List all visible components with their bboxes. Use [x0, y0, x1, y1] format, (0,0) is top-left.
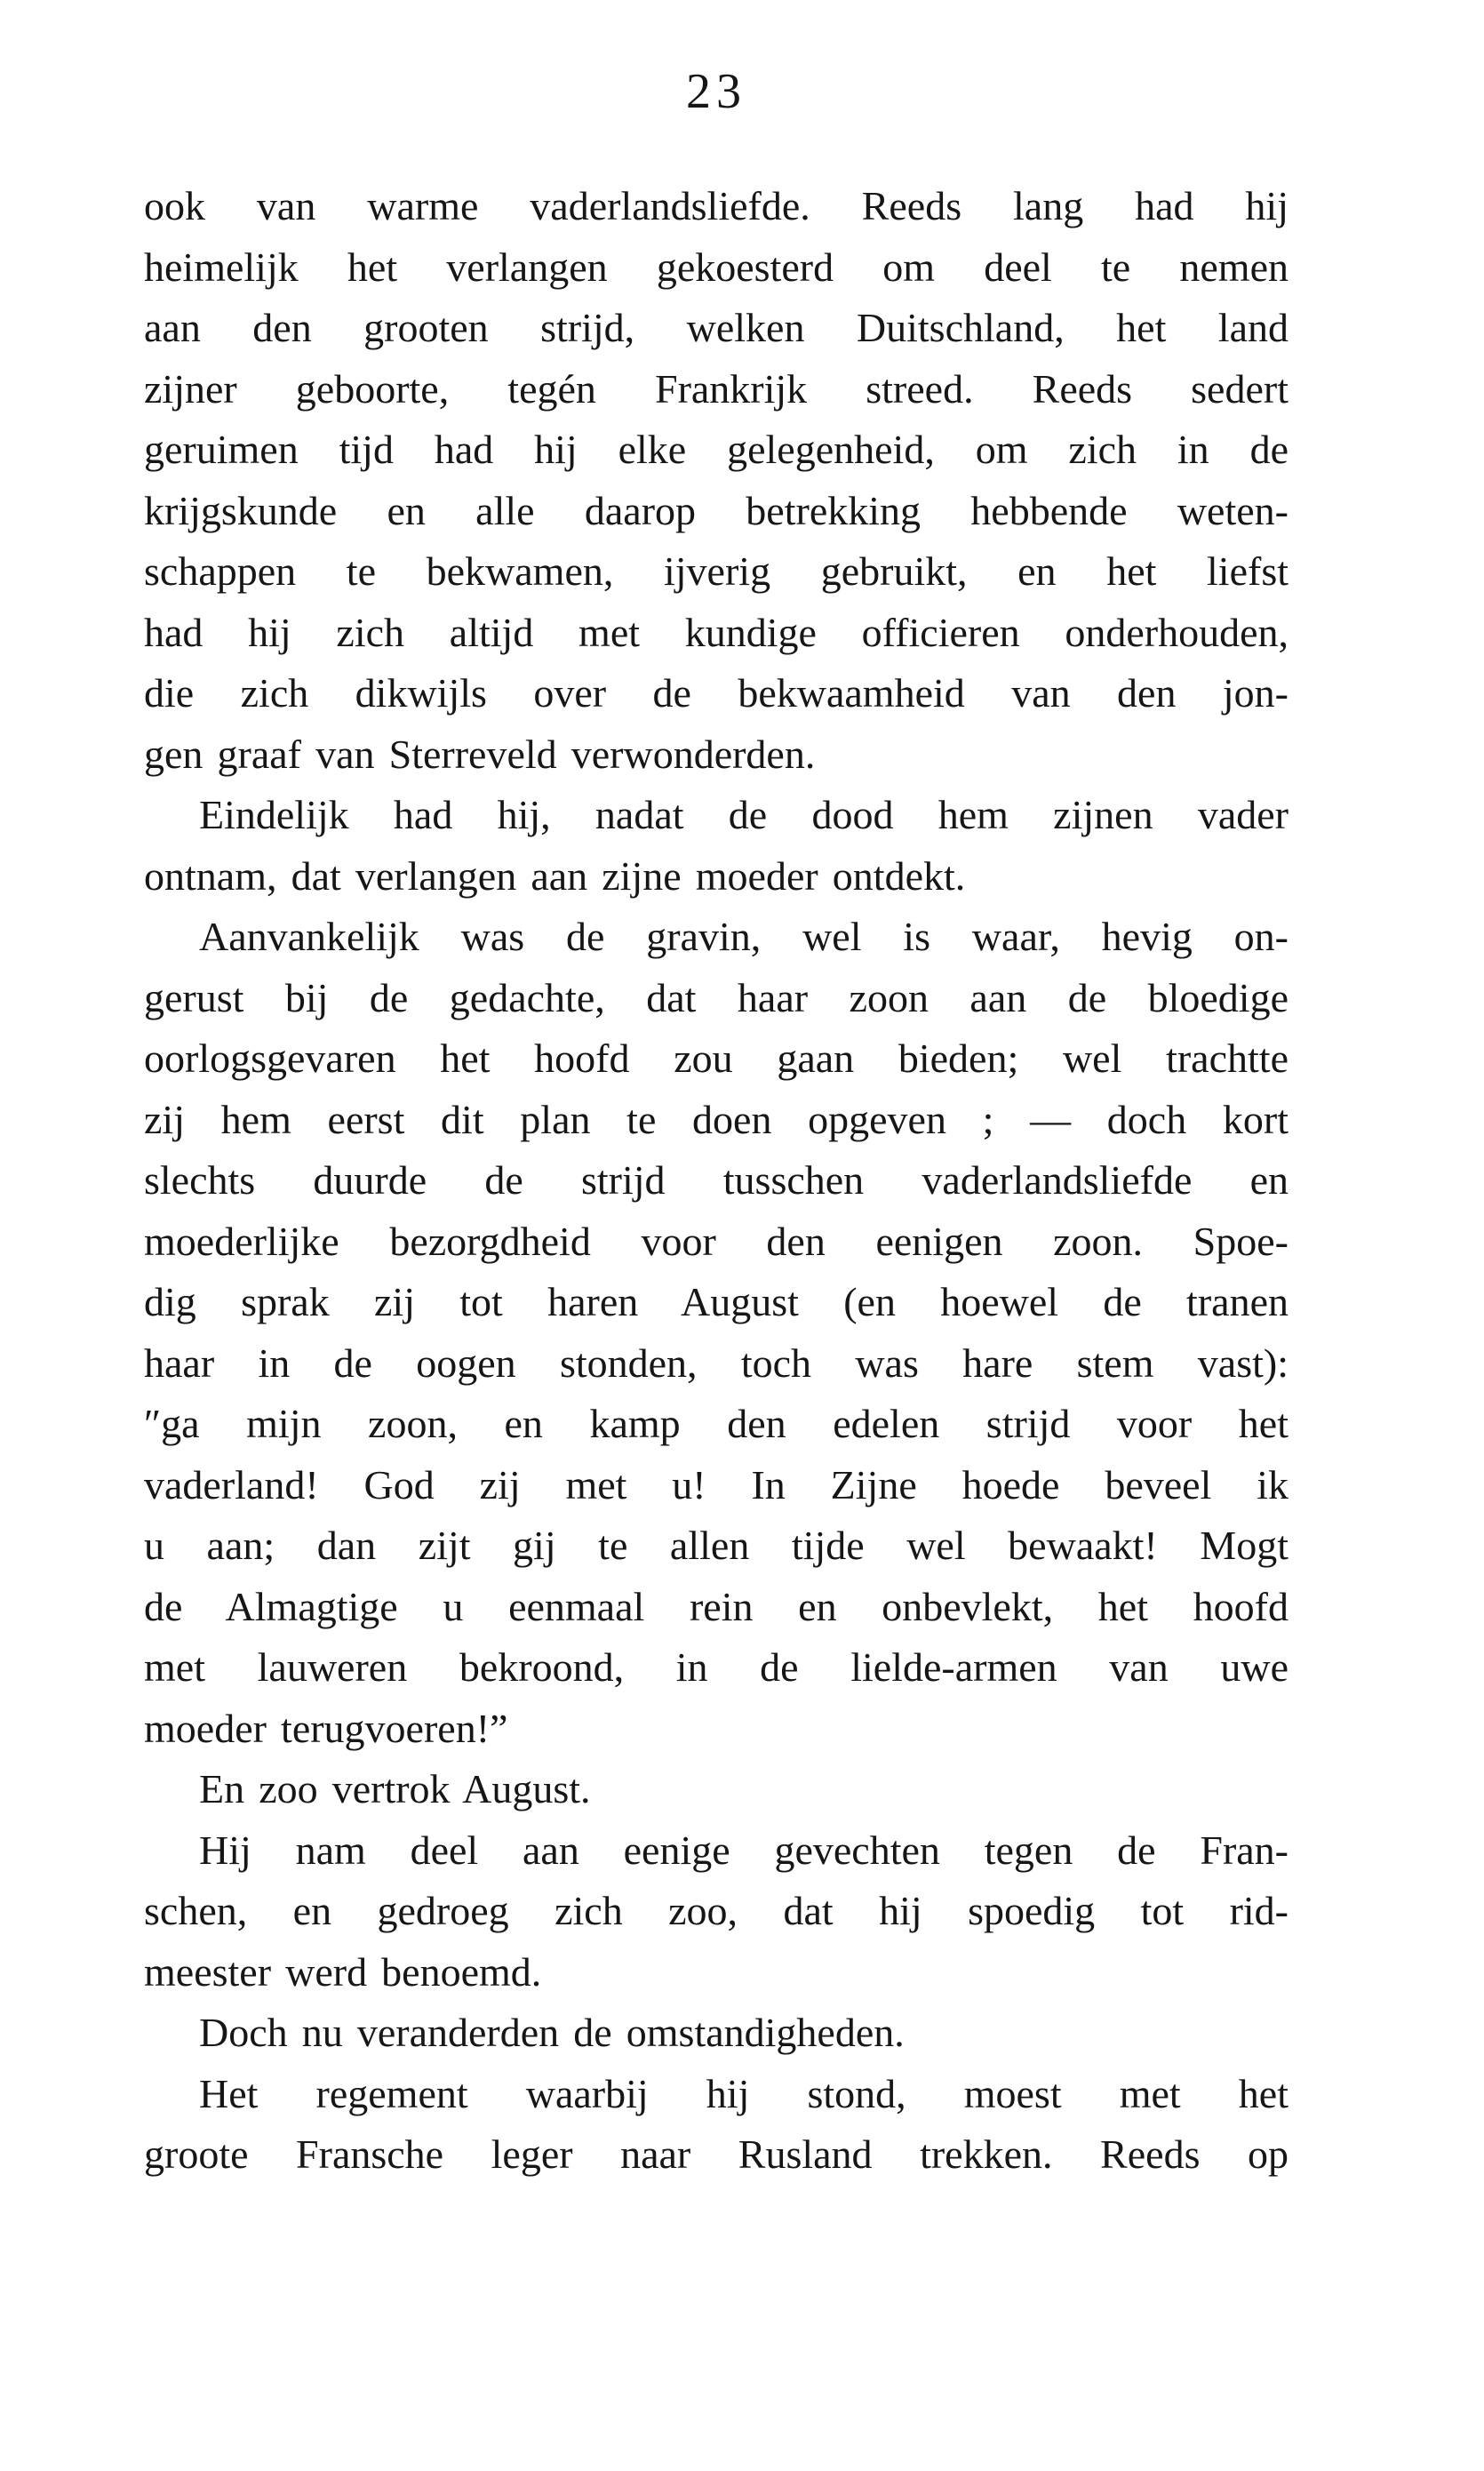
text-line: slechts duurde de strijd tusschen vaderlandsliefde en	[144, 1157, 1289, 1203]
text-line: vaderland! God zij met u! In Zijne hoede beveel ik	[144, 1461, 1289, 1507]
text-line: Aanvankelijk was de gravin, wel is waar, hevig on-	[199, 914, 1289, 959]
text-line: schen, en gedroeg zich zoo, dat hij spoedig tot rid-	[144, 1888, 1289, 1933]
text-line: ontnam, dat verlangen aan zijne moeder ontdekt.	[144, 852, 966, 899]
text-line: groote Fransche leger naar Rusland trekken. Reeds op	[144, 2131, 1289, 2177]
text-line: geruimen tijd had hij elke gelegenheid, om zich in de	[144, 427, 1289, 472]
text-line: met lauweren bekroond, in de lielde-armen van uwe	[144, 1644, 1289, 1690]
page-number: 23	[686, 64, 746, 119]
body-text	[144, 176, 1289, 2186]
text-line: de Almagtige u eenmaal rein en onbevlekt, het hoofd	[144, 1583, 1289, 1629]
text-line: meester werd benoemd.	[144, 1948, 542, 1995]
text-line: Het regement waarbij hij stond, moest met het	[199, 2070, 1289, 2116]
text-line: haar in de oogen stonden, toch was hare stem vast):	[144, 1339, 1289, 1386]
text-line: moeder terugvoeren!”	[144, 1705, 508, 1751]
text-line: aan den grooten strijd, welken Duitschland, het land	[144, 305, 1289, 350]
text-line: Eindelijk had hij, nadat de dood hem zijnen vader	[199, 792, 1289, 837]
text-line: moederlijke bezorgdheid voor den eenigen zoon. Spoe-	[144, 1218, 1289, 1264]
text-line: ook van warme vaderlandsliefde. Reeds lang had hij	[144, 183, 1289, 228]
text-line: ″ga mijn zoon, en kamp den edelen strijd voor het	[144, 1401, 1289, 1446]
text-line: Doch nu veranderden de omstandigheden.	[199, 2010, 905, 2055]
text-line: gerust bij de gedachte, dat haar zoon aan de bloedige	[144, 974, 1289, 1020]
text-line: Hij nam deel aan eenige gevechten tegen de Fran-	[199, 1827, 1289, 1873]
text-line: die zich dikwijls over de bekwaamheid van den jon-	[144, 670, 1289, 716]
text-line: krijgskunde en alle daarop betrekking hebbende weten-	[144, 487, 1289, 533]
text-line: heimelijk het verlangen gekoesterd om deel te nemen	[144, 244, 1289, 290]
text-line: En zoo vertrok August.	[199, 1766, 591, 1811]
text-line: zijner geboorte, tegén Frankrijk streed. Reeds sedert	[144, 365, 1289, 412]
text-line: zij hem eerst dit plan te doen opgeven ; — doch kort	[144, 1096, 1289, 1142]
text-line: had hij zich altijd met kundige officieren onderhouden,	[144, 609, 1289, 655]
text-line: oorlogsgevaren het hoofd zou gaan bieden; wel trachtte	[144, 1036, 1289, 1081]
text-line: dig sprak zij tot haren August (en hoewel de tranen	[144, 1279, 1289, 1324]
text-line: u aan; dan zijt gij te allen tijde wel bewaakt! Mogt	[144, 1523, 1289, 1568]
text-line: schappen te bekwamen, ijverig gebruikt, en het liefst	[144, 548, 1289, 594]
text-line: gen graaf van Sterreveld verwonderden.	[144, 731, 816, 777]
